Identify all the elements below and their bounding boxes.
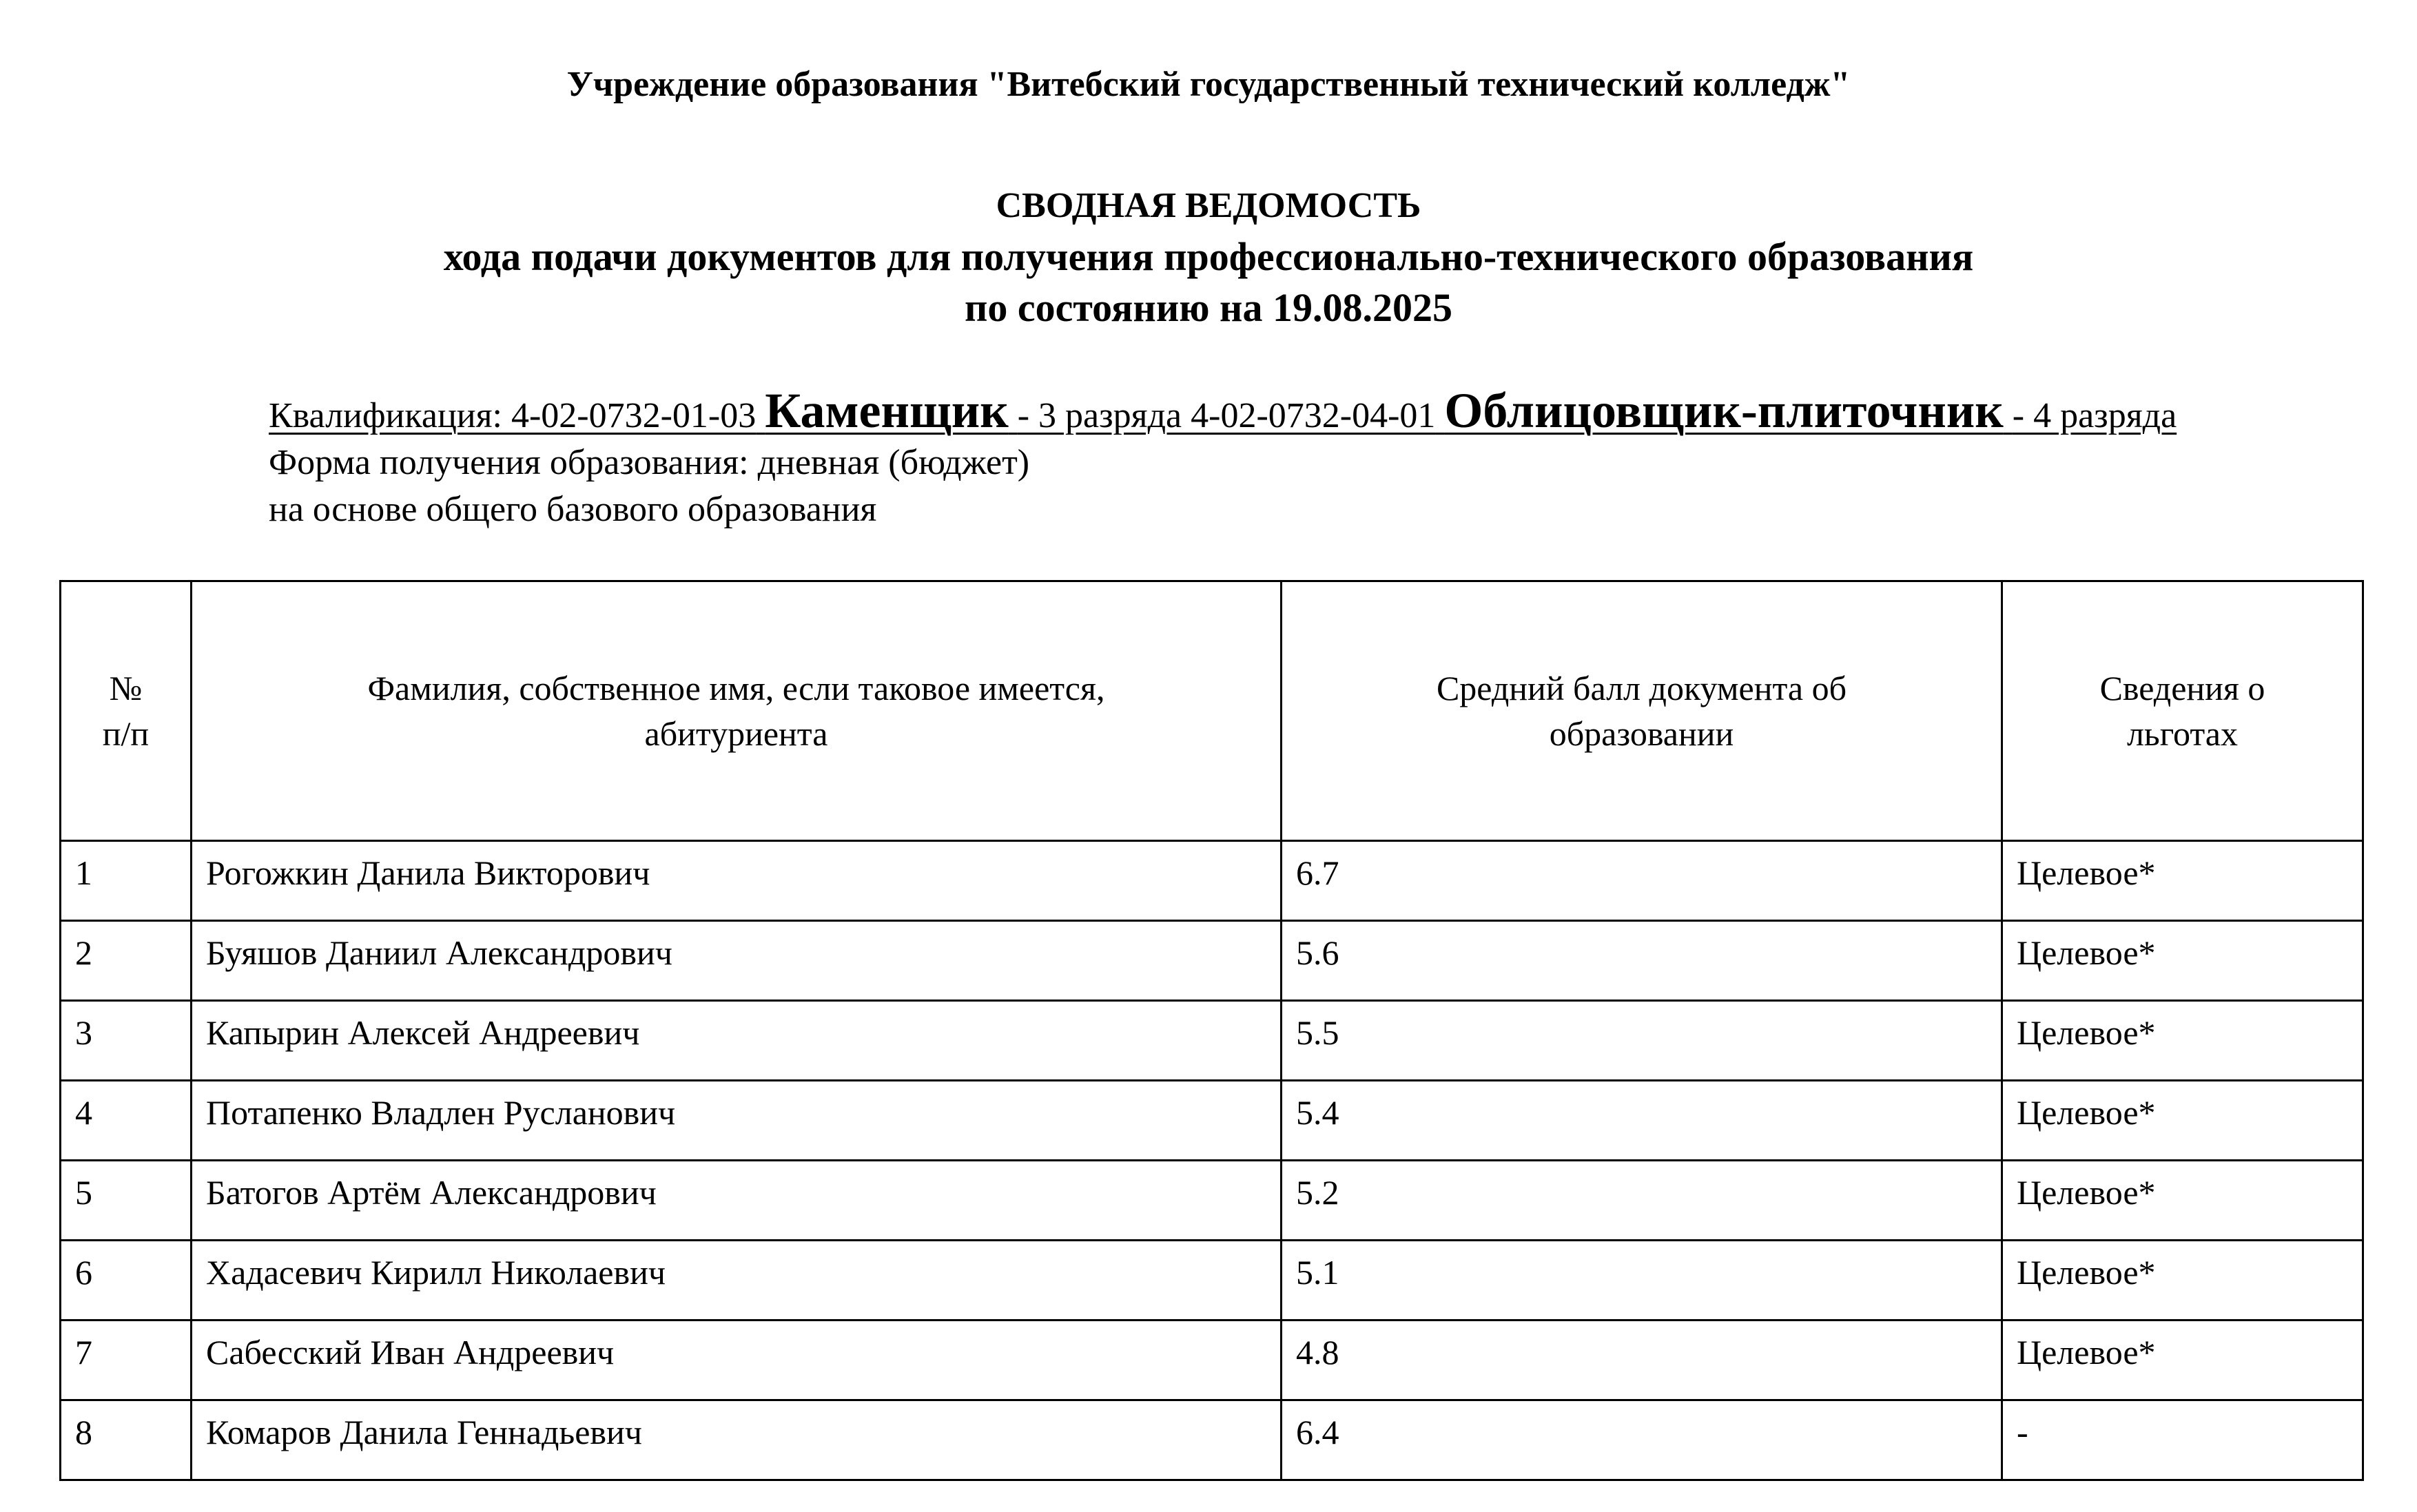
education-basis: на основе общего базового образования (269, 490, 877, 529)
cell-name: Батогов Артём Александрович (192, 1161, 1282, 1241)
profession-1: Каменщик (765, 383, 1009, 438)
cell-name: Комаров Данила Геннадьевич (192, 1400, 1282, 1480)
cell-number: 3 (61, 1001, 192, 1081)
table-row (61, 1241, 2363, 1321)
table-row (61, 1161, 2363, 1241)
header-number-line-1: № (109, 669, 143, 707)
title-line-1: СВОДНАЯ ВЕДОМОСТЬ (996, 186, 1421, 225)
cell-benefits: Целевое* (2002, 1001, 2363, 1081)
cell-number: 1 (61, 841, 192, 921)
cell-score: 5.2 (1282, 1161, 2002, 1241)
header-benefits-line-2: льготах (2126, 714, 2238, 753)
header-name-line-1: Фамилия, собственное имя, если таковое имеется, (367, 669, 1105, 707)
qualification-label: Квалификация: 4-02-0732-01-03 (269, 396, 757, 435)
header-name-line-2: абитуриента (644, 714, 828, 753)
grade-2: - 4 разряда (2012, 396, 2177, 435)
cell-number: 4 (61, 1081, 192, 1161)
cell-score: 6.7 (1282, 841, 2002, 921)
qualification-line (269, 383, 2177, 439)
cell-score: 5.1 (1282, 1241, 2002, 1321)
grade-1: - 3 разряда 4-02-0732-04-01 (1017, 396, 1436, 435)
profession-2: Облицовщик-плиточник (1444, 383, 2004, 438)
institution-name: Учреждение образования "Витебский государственный технический колледж" (566, 65, 1851, 104)
header-number (61, 581, 192, 841)
cell-name: Сабесский Иван Андреевич (192, 1321, 1282, 1400)
cell-benefits: Целевое* (2002, 1081, 2363, 1161)
header-score-line-2: образовании (1549, 714, 1734, 753)
title-line-2: хода подачи документов для получения профессионально-технического образования (443, 234, 1974, 279)
cell-benefits: Целевое* (2002, 921, 2363, 1001)
table-row (61, 841, 2363, 921)
table-header-row (61, 581, 2363, 841)
header-number-line-2: п/п (102, 714, 150, 753)
header-benefits (2002, 581, 2363, 841)
header-name (192, 581, 1282, 841)
title-line-3: по состоянию на 19.08.2025 (965, 285, 1452, 330)
cell-score: 5.6 (1282, 921, 2002, 1001)
cell-benefits: Целевое* (2002, 1161, 2363, 1241)
cell-benefits: - (2002, 1400, 2363, 1480)
cell-name: Хадасевич Кирилл Николаевич (192, 1241, 1282, 1321)
cell-score: 5.5 (1282, 1001, 2002, 1081)
document-title (0, 180, 2417, 333)
cell-score: 5.4 (1282, 1081, 2002, 1161)
cell-name: Буяшов Даниил Александрович (192, 921, 1282, 1001)
table-row (61, 1081, 2363, 1161)
cell-benefits: Целевое* (2002, 1321, 2363, 1400)
applicants-table (59, 580, 2364, 1481)
document-meta (269, 383, 2177, 533)
table-row (61, 1400, 2363, 1480)
header-score-line-1: Средний балл документа об (1436, 669, 1847, 707)
cell-name: Рогожкин Данила Викторович (192, 841, 1282, 921)
cell-name: Капырин Алексей Андреевич (192, 1001, 1282, 1081)
header-benefits-line-1: Сведения о (2099, 669, 2265, 707)
cell-number: 6 (61, 1241, 192, 1321)
cell-name: Потапенко Владлен Русланович (192, 1081, 1282, 1161)
cell-number: 8 (61, 1400, 192, 1480)
cell-number: 5 (61, 1161, 192, 1241)
table-row (61, 1001, 2363, 1081)
cell-score: 6.4 (1282, 1400, 2002, 1480)
education-form: Форма получения образования: дневная (бюджет) (269, 443, 1030, 482)
cell-benefits: Целевое* (2002, 841, 2363, 921)
table-row (61, 1321, 2363, 1400)
cell-number: 2 (61, 921, 192, 1001)
cell-score: 4.8 (1282, 1321, 2002, 1400)
header-score (1282, 581, 2002, 841)
cell-number: 7 (61, 1321, 192, 1400)
cell-benefits: Целевое* (2002, 1241, 2363, 1321)
table-row (61, 921, 2363, 1001)
